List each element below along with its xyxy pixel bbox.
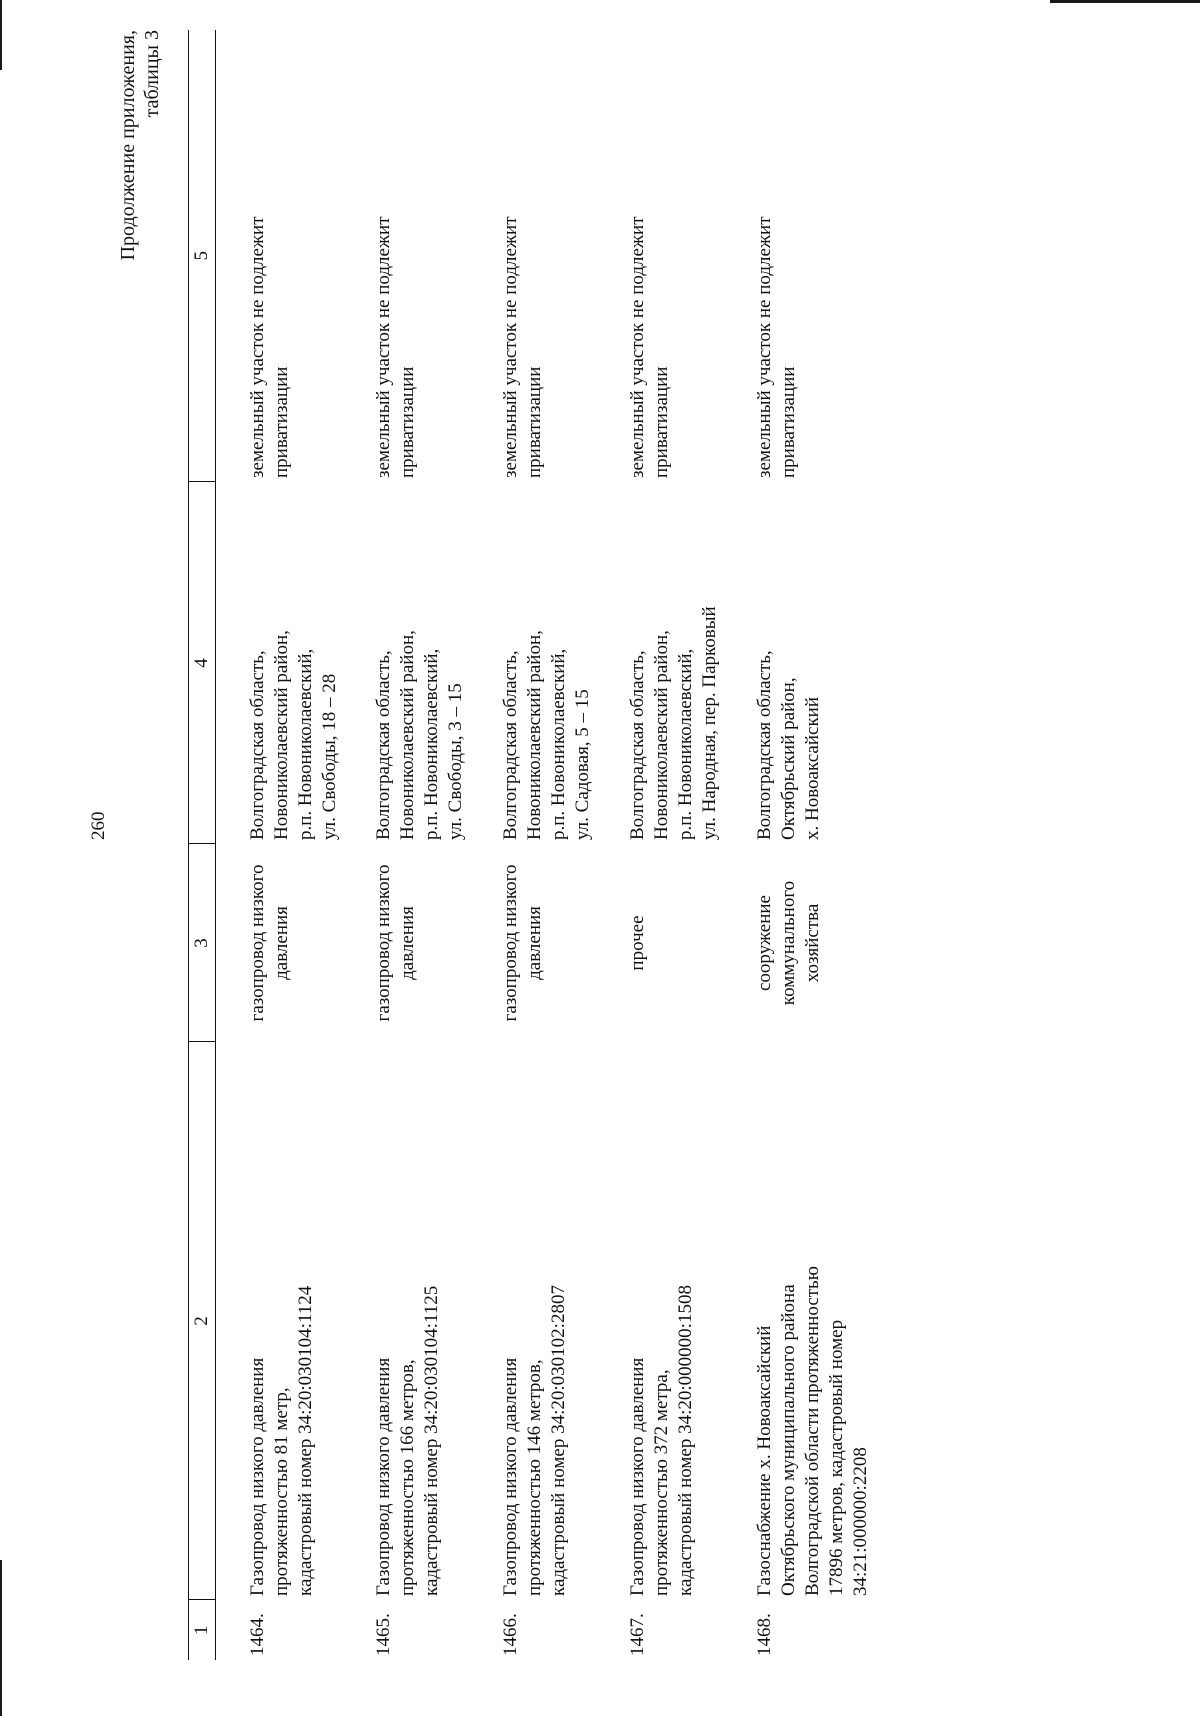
scan-edge-left-top: [0, 0, 2, 70]
text-line: протяженностью 81 метр,: [271, 1387, 292, 1596]
object-name-cell: [626, 1042, 753, 1600]
text-line: земельный участок не подлежит: [499, 216, 521, 478]
text-line: р.п. Новониколаевский,: [420, 648, 442, 840]
text-line: коммунального: [777, 880, 799, 1006]
table-row: [753, 30, 983, 1660]
object-type-cell: [499, 844, 626, 1042]
note-cell: [216, 30, 372, 482]
text-line: х. Новоаксайский: [801, 696, 823, 840]
note-cell: [372, 30, 499, 482]
text-line: кадастровый номер 34:20:030104:1124: [295, 1285, 316, 1596]
text-line: ул. Народная, пер. Парковый: [698, 606, 720, 840]
row-number: 1465.: [372, 1613, 394, 1656]
scan-edge-top: [1050, 0, 1200, 3]
text-line: 34:21:000000:2208: [849, 1447, 871, 1596]
object-type-cell: [626, 844, 753, 1042]
text-line: кадастровый номер 34:20:030104:1125: [420, 1285, 442, 1596]
text-line: ул. Свободы, 3 – 15: [444, 683, 466, 840]
row-number: 1468.: [753, 1613, 775, 1656]
text-line: р.п. Новониколаевский,: [547, 648, 569, 840]
text-line: протяженностью 166 метров,: [396, 1359, 418, 1596]
text-line: кадастровый номер 34:20:000000:1508: [674, 1285, 696, 1596]
rotated-table-area: [117, 30, 1200, 1660]
address-cell: [216, 482, 372, 844]
text-line: Волгоградская область,: [626, 650, 648, 840]
text-line: ул. Свободы, 18 – 28: [319, 673, 340, 840]
column-header-5: 5: [189, 30, 216, 482]
table-row: [216, 30, 372, 1660]
text-line: земельный участок не подлежит: [626, 216, 648, 478]
text-line: Волгоградская область,: [372, 650, 394, 840]
address-cell: [626, 482, 753, 844]
text-line: приватизации: [650, 366, 672, 478]
text-line: приватизации: [271, 366, 292, 478]
text-line: хозяйства: [801, 903, 823, 983]
heading-line-2: таблицы 3: [141, 30, 163, 118]
text-line: земельный участок не подлежит: [372, 216, 394, 478]
text-line: Волгоградская область,: [499, 650, 521, 840]
text-line: Октябрьского муниципального района: [777, 1284, 799, 1596]
text-line: Газопровод низкого давления: [626, 1357, 648, 1596]
text-line: Газопровод низкого давления: [499, 1357, 521, 1596]
table-heading: [116, 30, 164, 260]
text-line: протяженностью 372 метра,: [650, 1369, 672, 1596]
note-cell: [753, 30, 983, 482]
text-line: Октябрьский район,: [777, 677, 799, 840]
text-line: Газопровод низкого давления: [247, 1357, 268, 1596]
column-header-3: 3: [189, 844, 216, 1042]
object-name-cell: [216, 1042, 372, 1600]
object-type-cell: [753, 844, 983, 1042]
page-number: 260: [88, 811, 109, 840]
text-line: земельный участок не подлежит: [247, 216, 268, 478]
text-line: Новониколаевский район,: [523, 630, 545, 840]
table-header: [189, 30, 216, 1660]
heading-line-1: Продолжение приложения,: [117, 30, 139, 261]
scan-edge-left-bottom: [0, 1560, 2, 1716]
text-line: приватизации: [777, 366, 799, 478]
text-line: кадастровый номер 34:20:030102:2807: [547, 1285, 569, 1596]
text-line: газопровод низкого: [247, 864, 268, 1022]
text-line: Новониколаевский район,: [396, 630, 418, 840]
table-row: [499, 30, 626, 1660]
text-line: давления: [271, 906, 292, 980]
text-line: давления: [396, 906, 418, 980]
property-table: [188, 30, 983, 1660]
note-cell: [499, 30, 626, 482]
object-type-cell: [216, 844, 372, 1042]
text-line: давления: [523, 906, 545, 980]
address-cell: [499, 482, 626, 844]
row-number: 1466.: [499, 1613, 521, 1656]
table-body: [216, 30, 983, 1660]
address-cell: [372, 482, 499, 844]
text-line: прочее: [626, 915, 648, 971]
text-line: газопровод низкого: [372, 864, 394, 1022]
text-line: р.п. Новониколаевский,: [295, 648, 316, 840]
text-line: 17896 метров, кадастровый номер: [825, 1319, 847, 1596]
row-number: 1464.: [247, 1613, 268, 1656]
text-line: земельный участок не подлежит: [753, 216, 775, 478]
column-header-2: 2: [189, 1042, 216, 1600]
table-row: [626, 30, 753, 1660]
text-line: газопровод низкого: [499, 864, 521, 1022]
text-line: Газоснабжение х. Новоаксайский: [753, 1325, 775, 1596]
text-line: Газопровод низкого давления: [372, 1357, 394, 1596]
text-line: Волгоградская область,: [753, 650, 775, 840]
note-cell: [626, 30, 753, 482]
object-name-cell: [372, 1042, 499, 1600]
text-line: Волгоградской области протяженностью: [801, 1266, 823, 1596]
text-line: ул. Садовая, 5 – 15: [571, 689, 593, 840]
object-name-cell: [499, 1042, 626, 1600]
column-header-4: 4: [189, 482, 216, 844]
column-header-1: 1: [189, 1600, 216, 1660]
row-number: 1467.: [626, 1613, 648, 1656]
object-type-cell: [372, 844, 499, 1042]
text-line: Новониколаевский район,: [271, 630, 292, 840]
object-name-cell: [753, 1042, 983, 1600]
address-cell: [753, 482, 983, 844]
table-row: [372, 30, 499, 1660]
text-line: сооружение: [753, 895, 775, 992]
text-line: Волгоградская область,: [247, 650, 268, 840]
text-line: протяженностью 146 метров,: [523, 1359, 545, 1596]
text-line: приватизации: [523, 366, 545, 478]
text-line: приватизации: [396, 366, 418, 478]
text-line: р.п. Новониколаевский,: [674, 648, 696, 840]
text-line: Новониколаевский район,: [650, 630, 672, 840]
